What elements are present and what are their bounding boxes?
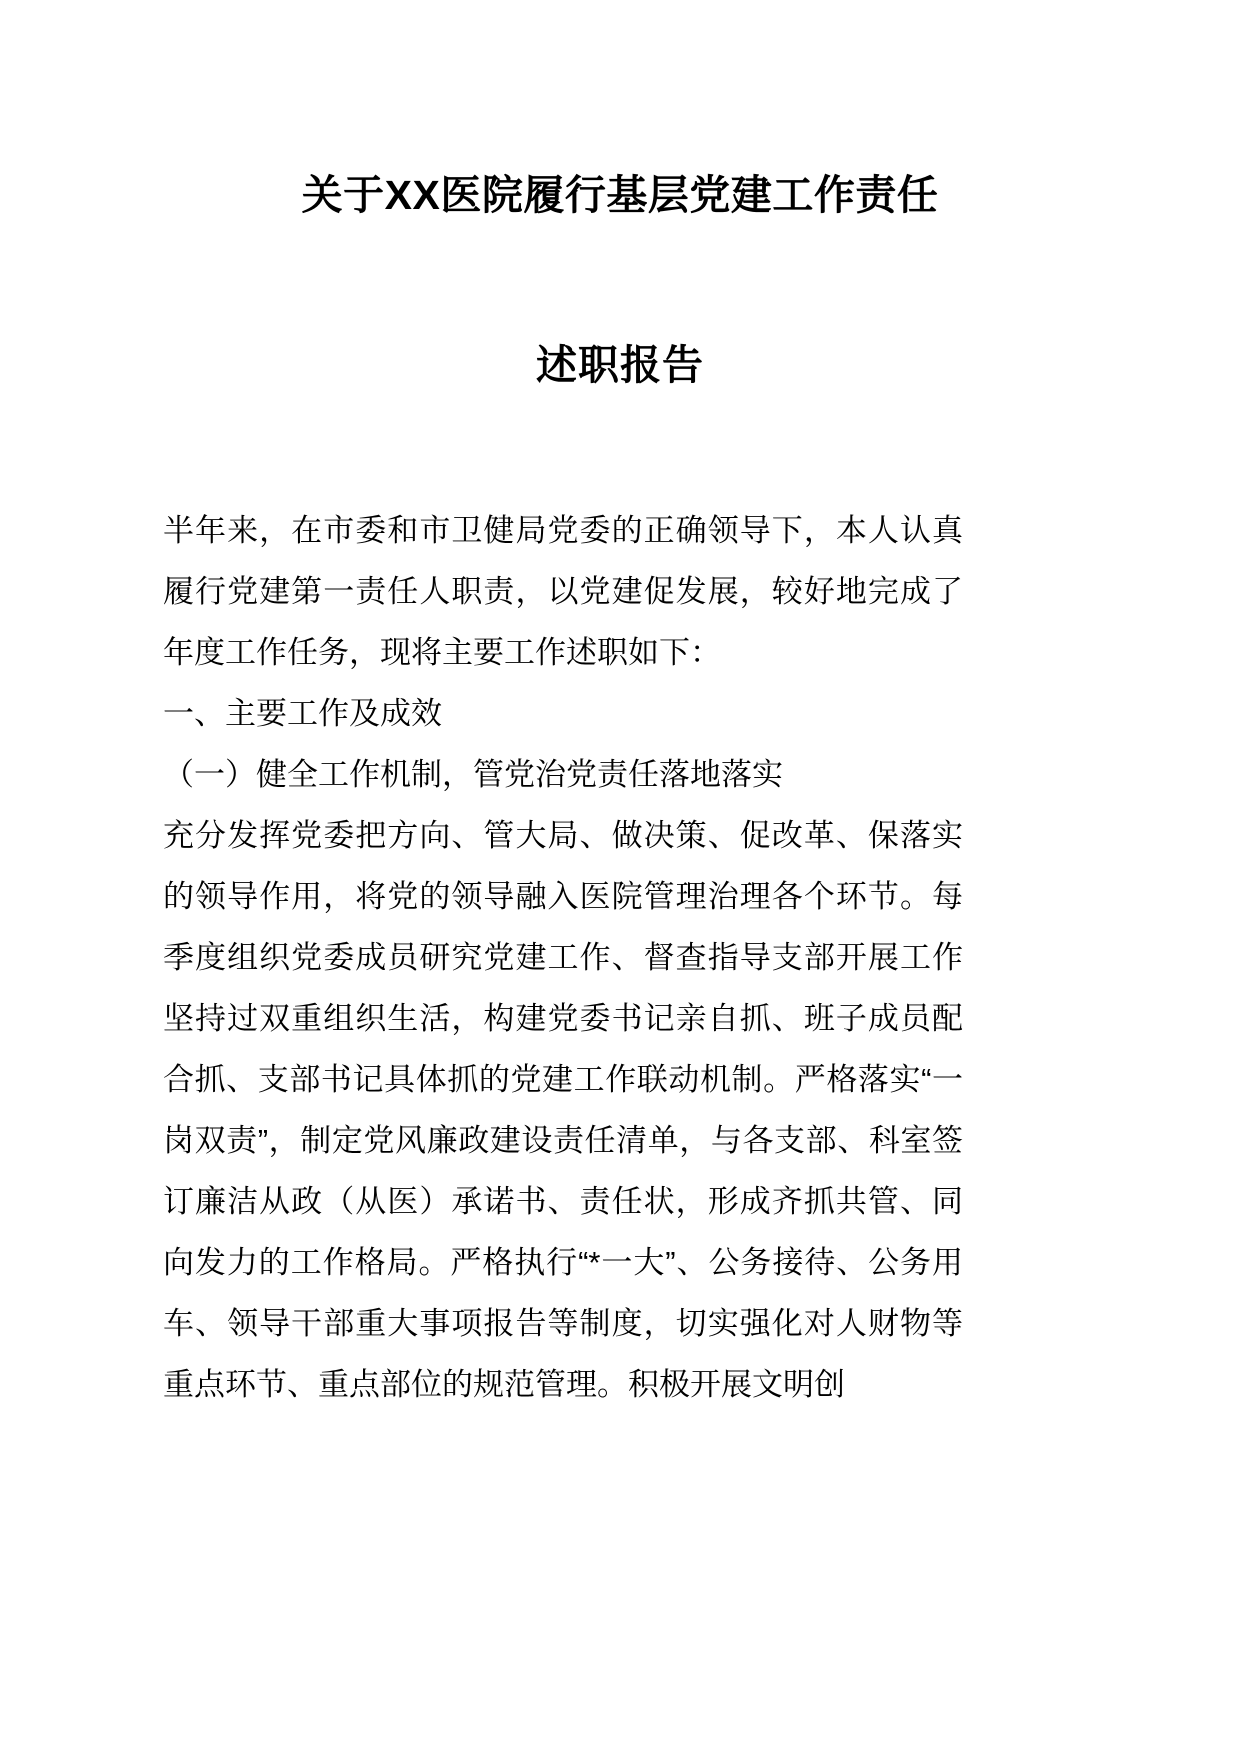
paragraph-work-mechanism-body: 充分发挥党委把方向、管大局、做决策、促改革、保落实的领导作用，将党的领导融入医院管理治理各个环节。每季度组织党委成员研究党建工作、督查指导支部开展工作坚持过双重组织生活，构建党委书记亲自抓、班子成员配合抓、支部书记具体抓的党建工作联动机制。严格落实“一岗双责”，制定党风廉政建设责任清单，与各支部、科室签订廉洁从政（从医）承诺书、责任状，形成齐抓共管、同向发力的工作格局。严格执行“*一大”、公务接待、公务用车、领导干部重大事项报告等制度，切实强化对人财物等重点环节、重点部位的规范管理。积极开展文明创: [163, 818, 963, 1402]
subheading-work-mechanism: （一）健全工作机制，管党治党责任落地落实: [163, 757, 783, 792]
document-subtitle: 述职报告: [536, 342, 704, 388]
document-body: [163, 500, 963, 1415]
paragraph-intro: 半年来，在市委和市卫健局党委的正确领导下，本人认真履行党建第一责任人职责，以党建促发展，较好地完成了年度工作任务，现将主要工作述职如下：: [163, 513, 963, 670]
document-title: 关于XX医院履行基层党建工作责任: [301, 172, 939, 218]
heading-main-work: 一、主要工作及成效: [163, 696, 442, 731]
